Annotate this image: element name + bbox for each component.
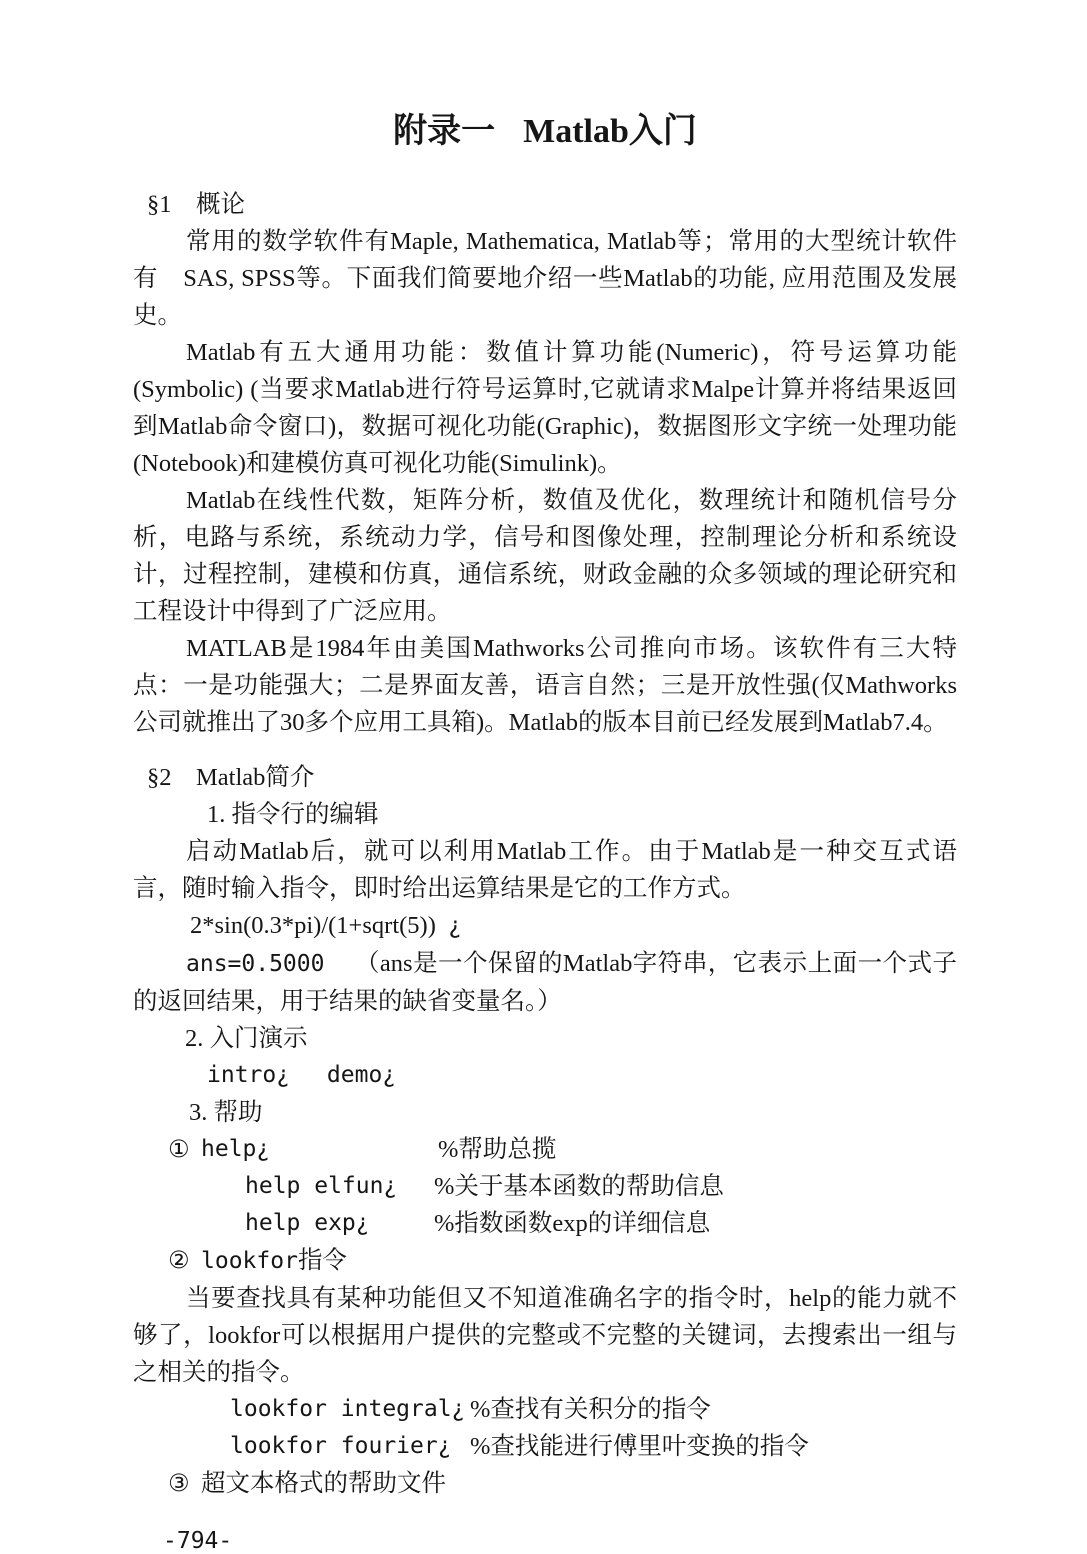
comment-text: %关于基本函数的帮助信息 xyxy=(434,1173,724,1200)
help-command-row xyxy=(133,1131,957,1168)
demo-command-line: intro¿ demo¿ xyxy=(207,1062,397,1088)
command-text: help elfun¿ xyxy=(245,1173,398,1199)
enter-mark: ¿ xyxy=(448,913,462,939)
ans-code: ans=0.5000 xyxy=(186,951,325,977)
ans-note: （ans是一个保留的Matlab字符串，它表示上面一个式子的返回结果，用于结果的缺省变量名。） xyxy=(133,950,957,1015)
circled-two-bullet: ② xyxy=(168,1246,190,1274)
comment-text: %指数函数exp的详细信息 xyxy=(434,1210,711,1237)
section1-paragraph-2: Matlab有五大通用功能：数值计算功能(Numeric)，符号运算功能(Symbolic) (当要求Matlab进行符号运算时,它就请求Malpe计算并将结果返回到Matlab命令窗口)，数据可视化功能(Graphic)，数据图形文字统一处理功能(Notebook)和建模仿真可视化功能(Simulink)。 xyxy=(133,339,957,477)
circled-three-bullet: ③ xyxy=(168,1469,190,1497)
command-text: lookfor fourier¿ xyxy=(230,1433,452,1459)
item3-heading: 3. 帮助 xyxy=(189,1099,263,1126)
lookfor-heading-row xyxy=(133,1242,957,1280)
expression-line xyxy=(133,907,957,945)
section1-paragraph-3: Matlab在线性代数，矩阵分析，数值及优化，数理统计和随机信号分析，电路与系统，系统动力学，信号和图像处理，控制理论分析和系统设计，过程控制，建模和仿真，通信系统，财政金融的众多领域的理论研究和工程设计中得到了广泛应用。 xyxy=(133,487,957,625)
section1-paragraph-4: MATLAB是1984年由美国Mathworks公司推向市场。该软件有三大特点：一是功能强大；二是界面友善，语言自然；三是开放性强(仅Mathworks公司就推出了30多个应用工具箱)。Matlab的版本目前已经发展到Matlab7.4。 xyxy=(133,635,957,736)
expression-code: 2*sin(0.3*pi)/(1+sqrt(5)) xyxy=(190,912,436,939)
lookfor-paragraph: 当要查找具有某种功能但又不知道准确名字的指令时，help的能力就不够了，lookfor可以根据用户提供的完整或不完整的关键词，去搜索出一组与之相关的指令。 xyxy=(133,1285,957,1386)
comment-text: %查找有关积分的指令 xyxy=(470,1396,711,1423)
page-number: -794- xyxy=(163,1528,233,1554)
title-appendix-label: 附录一 xyxy=(393,113,496,150)
lookfor-command-row xyxy=(133,1428,957,1465)
section1-paragraph-1: 常用的数学软件有Maple, Mathematica, Matlab等；常用的大型统计软件有 SAS, SPSS等。下面我们简要地介绍一些Matlab的功能, 应用范围及发展史。 xyxy=(133,228,957,329)
page-title xyxy=(133,110,957,154)
comment-text: %查找能进行傅里叶变换的指令 xyxy=(470,1433,809,1460)
command-text: help¿ xyxy=(201,1136,271,1162)
hypertext-help-row xyxy=(133,1465,957,1502)
title-subject-label: Matlab入门 xyxy=(523,113,697,150)
comment-text: %帮助总揽 xyxy=(438,1136,557,1163)
command-text: help exp¿ xyxy=(245,1210,370,1236)
command-text: lookfor integral¿ xyxy=(230,1396,466,1422)
ans-line xyxy=(133,945,957,1020)
item1-heading: 1. 指令行的编辑 xyxy=(207,801,379,828)
section1-heading: §1 概论 xyxy=(147,191,245,218)
command-text: lookfor xyxy=(201,1248,298,1274)
label-text: 超文本格式的帮助文件 xyxy=(201,1470,446,1497)
lookfor-command-row xyxy=(133,1391,957,1428)
item1-paragraph: 启动Matlab后，就可以利用Matlab工作。由于Matlab是一种交互式语言，随时输入指令，即时给出运算结果是它的工作方式。 xyxy=(133,838,957,902)
label-text: 指令 xyxy=(297,1247,347,1274)
section2-heading: §2 Matlab简介 xyxy=(147,764,315,791)
help-command-row xyxy=(133,1168,957,1205)
help-command-row xyxy=(133,1205,957,1242)
circled-one-bullet: ① xyxy=(168,1135,190,1163)
item2-heading: 2. 入门演示 xyxy=(185,1025,308,1052)
lookfor-heading-text xyxy=(201,1242,347,1280)
